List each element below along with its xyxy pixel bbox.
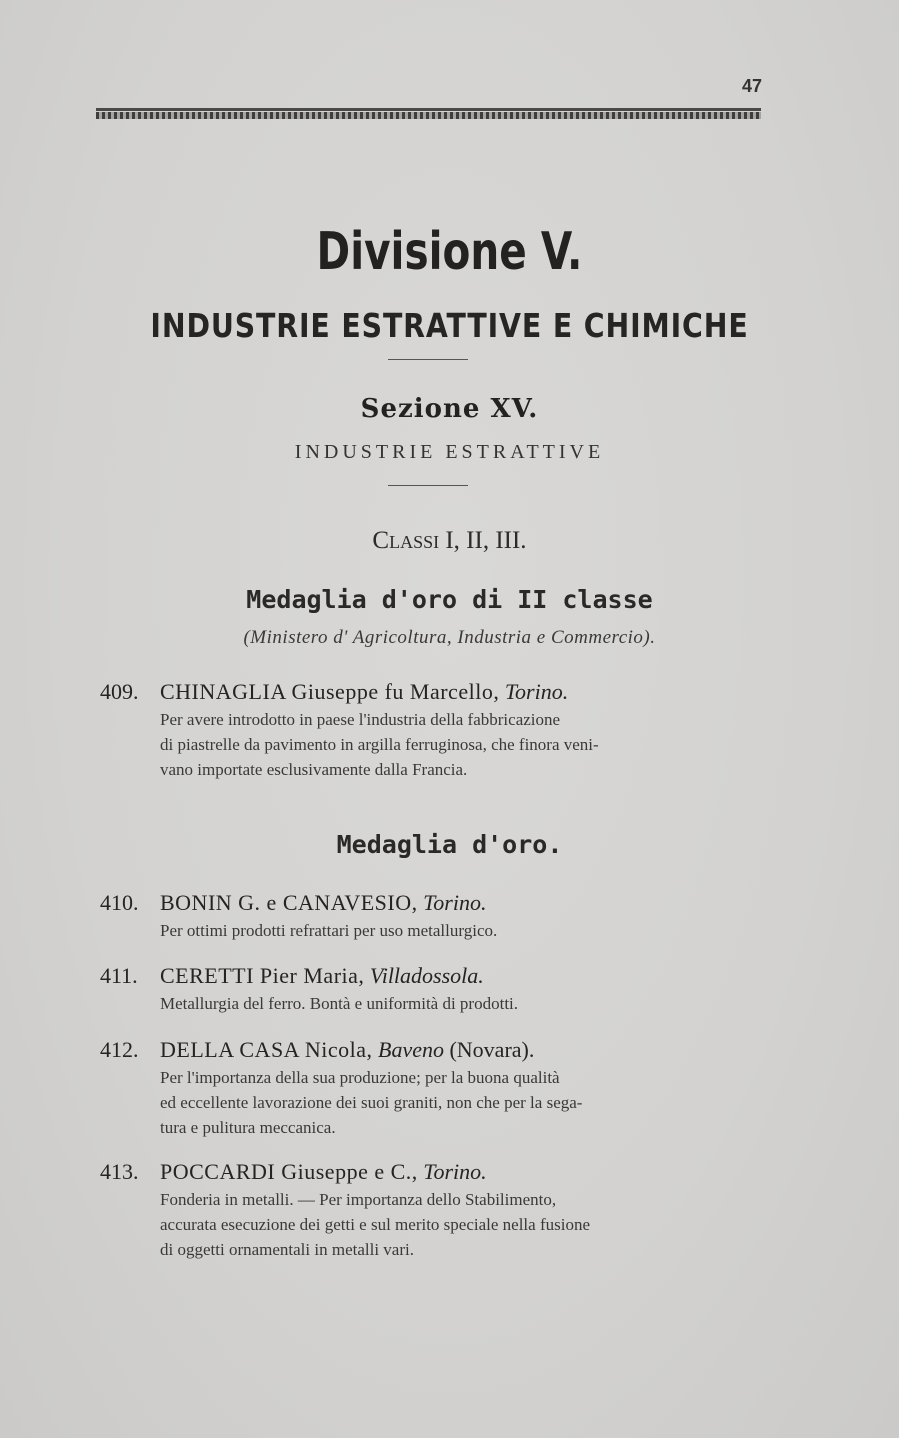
award-heading-gold-second-class: Medaglia d'oro di II classe bbox=[246, 585, 653, 614]
classes-heading: Classi I, II, III. bbox=[372, 527, 527, 554]
award-entry bbox=[100, 1159, 780, 1262]
entry-description-line: Per ottimi prodotti refrattari per uso metallurgico. bbox=[160, 921, 498, 940]
header-ornamental-rule bbox=[96, 108, 761, 120]
entry-name: CHINAGLIA Giuseppe fu Marcello, bbox=[160, 679, 500, 704]
entry-description-line: Metallurgia del ferro. Bontà e uniformità di prodotti. bbox=[160, 994, 519, 1013]
entry-number: 411. bbox=[100, 963, 138, 988]
entry-description bbox=[160, 1065, 768, 1140]
entry-name: DELLA CASA Nicola, bbox=[160, 1037, 373, 1062]
award-entry bbox=[100, 679, 780, 782]
entry-description-line: vano importate esclusivamente dalla Francia. bbox=[160, 760, 468, 779]
entry-place: Torino. bbox=[423, 890, 487, 915]
entry-name: BONIN G. e CANAVESIO, bbox=[160, 890, 418, 915]
division-subtitle: INDUSTRIE ESTRATTIVE E CHIMICHE bbox=[150, 306, 749, 345]
award-entry bbox=[100, 963, 780, 1016]
section-subtitle: INDUSTRIE ESTRATTIVE bbox=[294, 441, 605, 463]
page-number: 47 bbox=[742, 76, 763, 96]
entry-head bbox=[100, 679, 780, 705]
entry-head bbox=[100, 890, 780, 916]
entry-description bbox=[160, 1187, 768, 1262]
entry-place: Baveno bbox=[378, 1037, 444, 1062]
entry-name: POCCARDI Giuseppe e C., bbox=[160, 1159, 418, 1184]
entry-head bbox=[100, 1159, 780, 1185]
award-entry bbox=[100, 890, 780, 943]
entry-number: 413. bbox=[100, 1159, 139, 1184]
entry-place: Torino. bbox=[423, 1159, 487, 1184]
divider-rule bbox=[388, 359, 468, 360]
entry-description-line: Per l'importanza della sua produzione; per la buona qualità bbox=[160, 1068, 560, 1087]
entry-number: 409. bbox=[100, 679, 139, 704]
entry-place: Torino. bbox=[504, 679, 569, 704]
entry-number: 412. bbox=[100, 1037, 139, 1062]
section-title: Sezione XV. bbox=[360, 394, 539, 424]
division-title: Divisione V. bbox=[316, 222, 583, 282]
entry-head bbox=[100, 963, 780, 989]
divider-rule bbox=[388, 485, 468, 486]
entry-place-extra: (Novara). bbox=[449, 1037, 535, 1062]
entry-head bbox=[100, 1037, 780, 1063]
entry-number: 410. bbox=[100, 890, 139, 915]
entry-description-line: tura e pulitura meccanica. bbox=[160, 1118, 336, 1137]
award-heading-gold: Medaglia d'oro. bbox=[336, 830, 563, 859]
entry-description-line: di oggetti ornamentali in metalli vari. bbox=[160, 1240, 414, 1259]
entry-description bbox=[160, 918, 768, 943]
entry-place: Villadossola. bbox=[369, 963, 484, 988]
entry-description-line: accurata esecuzione dei getti e sul merito speciale nella fusione bbox=[160, 1215, 590, 1234]
header-rule-wave bbox=[96, 112, 761, 119]
entry-description-line: ed eccellente lavorazione dei suoi graniti, non che per la sega- bbox=[160, 1093, 583, 1112]
award-entry bbox=[100, 1037, 780, 1140]
entry-name: CERETTI Pier Maria, bbox=[160, 963, 365, 988]
entry-description-line: Fonderia in metalli. — Per importanza dello Stabilimento, bbox=[160, 1190, 557, 1209]
ministry-note: (Ministero d' Agricoltura, Industria e Commercio). bbox=[243, 627, 656, 648]
entry-description-line: di piastrelle da pavimento in argilla ferruginosa, che finora veni- bbox=[160, 735, 599, 754]
entry-description-line: Per avere introdotto in paese l'industria della fabbricazione bbox=[160, 710, 561, 729]
header-rule-line bbox=[96, 108, 761, 111]
entry-description bbox=[160, 991, 768, 1016]
entry-description bbox=[160, 707, 768, 782]
